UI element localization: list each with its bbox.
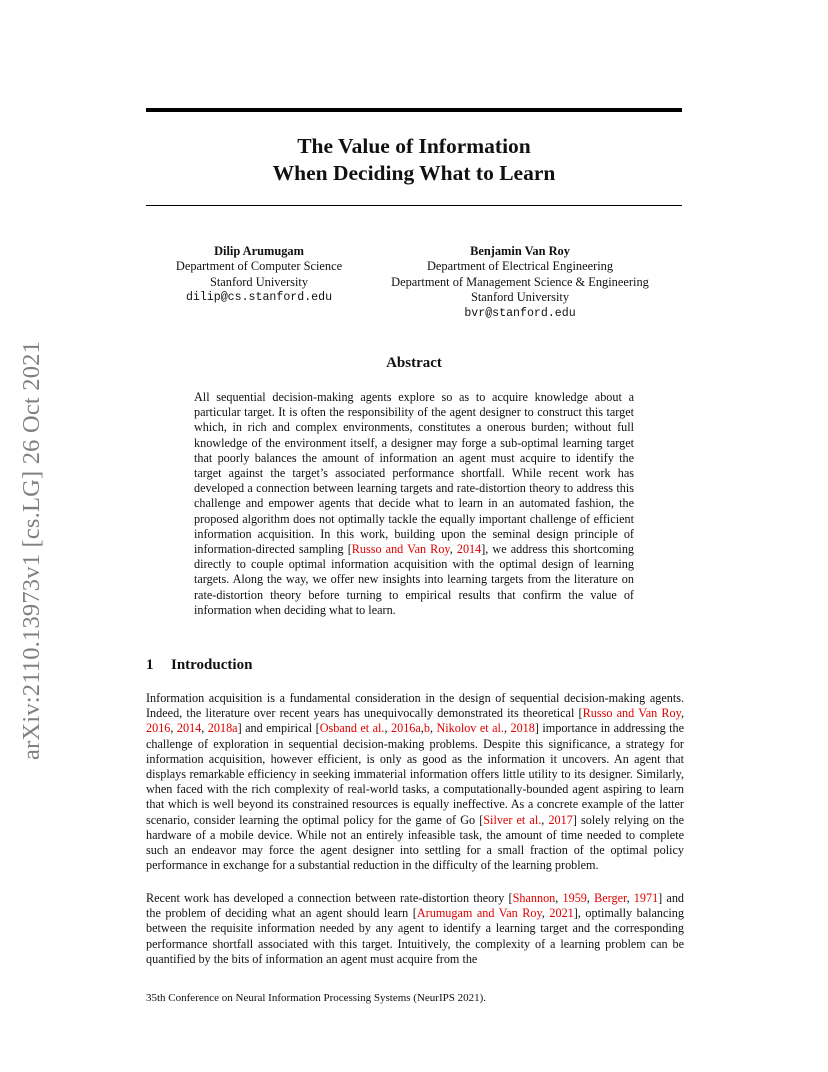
citation-link[interactable]: Russo and Van Roy: [351, 542, 450, 557]
citation-link[interactable]: 2014: [456, 542, 482, 557]
citation-link[interactable]: Russo and Van Roy: [582, 706, 681, 721]
author-affiliation: Department of Electrical Engineering: [426, 259, 614, 274]
citation-link[interactable]: Arumugam and Van Roy: [416, 906, 542, 921]
citation-link[interactable]: Silver et al.: [483, 812, 542, 827]
citation-link[interactable]: Shannon: [512, 891, 556, 905]
section-title: Introduction: [171, 657, 253, 673]
author-email: dilip@cs.stanford.edu: [185, 291, 333, 305]
author-affiliation: Stanford University: [470, 290, 570, 305]
paper-title: [146, 133, 682, 187]
citation-link[interactable]: 2016: [146, 721, 171, 736]
conference-footer: 35th Conference on Neural Information Processing Systems (NeurIPS 2021).: [146, 992, 487, 1004]
intro-paragraph-2: Recent work has developed a connection between rate-distortion theory [Shannon, 1959, Berger, 1971] and the problem of deciding what an agent should learn [Arumugam and Van Roy, 2021], optimally balancing between the requisite information needed by any agent to identify a learning target and the corresponding performance shortfall associated with this target. Intuitively, the complexity of a learning problem can be quantified by the bits of information an agent must acquire from the: [146, 891, 685, 966]
arxiv-stamp: arXiv:2110.13973v1 [cs.LG] 26 Oct 2021: [18, 340, 45, 760]
title-line-1: The Value of Information: [297, 134, 531, 158]
citation-link[interactable]: 2018a: [207, 721, 238, 736]
author-name: Dilip Arumugam: [214, 244, 304, 258]
title-top-rule: [146, 108, 682, 112]
abstract-heading: Abstract: [386, 355, 442, 371]
abstract-text: All sequential decision-making agents explore so as to acquire knowledge about a particular target. It is often the responsibility of the agent designer to construct this target which, in rich and complex environments, constitutes a onerous burden; without full knowledge of the environment itself, a designer may forge a sub-optimal learning target that poorly balances the amount of information an agent must acquire to identify the target against the target’s associated performance shortfall. While recent work has developed a connection between learning targets and rate-distortion theory to address this challenge and empower agents that decide what to learn in an automated fashion, the proposed algorithm does not optimally tackle the equally important challenge of efficient information acquisition. In this work, building upon the seminal design principle of information-directed sampling [Russo and Van Roy, 2014], we address this shortcoming directly to couple optimal information acquisition with the optimal design of learning targets. Along the way, we offer new insights into learning targets from the literature on rate-distortion theory before turning to empirical results that confirm the value of information when deciding what to learn.: [194, 390, 635, 617]
author-name: Benjamin Van Roy: [470, 244, 570, 258]
citation-link[interactable]: Berger: [594, 891, 627, 905]
author-affiliation: Stanford University: [209, 274, 309, 289]
author-block-2: [370, 244, 670, 321]
citation-link[interactable]: Nikolov et al.: [436, 721, 504, 736]
citation-link[interactable]: 2018: [510, 721, 535, 736]
intro-paragraph-1: Information acquisition is a fundamental consideration in the design of sequential decision-making agents. Indeed, the literature over recent years has unequivocally demonstrated its theoretical [Russo and Van Roy, 2016, 2014, 2018a] and empirical [Osband et al., 2016a,b, Nikolov et al., 2018] importance in addressing the challenge of exploration in sequential decision-making problems. Despite this significance, a strategy for information acquisition, however efficient, is only as good as the information it uncovers. An agent that displays remarkable efficiency in seeking immaterial information offers little utility to its designer. Similarly, when faced with the rich complexity of real-world tasks, a computationally-bounded agent aspiring to learn that which is well beyond its constrained resources is equally ineffective. As a concrete example of the latter scenario, consider learning the optimal policy for the game of Go [Silver et al., 2017] solely relying on the hardware of a mobile device. While not an entirely infeasible task, the amount of time needed to complete such an endeavor may force the agent designer into settling for a small fraction of the optimal policy performance in exchange for a substantial reduction in the difficulty of the learning problem.: [146, 691, 685, 873]
title-line-2: When Deciding What to Learn: [272, 161, 556, 185]
citation-link[interactable]: 2021: [549, 906, 574, 921]
citation-link[interactable]: 1971: [633, 891, 659, 905]
section-number: 1: [146, 657, 154, 673]
author-block-1: [160, 244, 358, 306]
citation-link[interactable]: 2016a: [391, 721, 421, 736]
title-bottom-rule: [146, 205, 682, 206]
citation-link[interactable]: 2017: [548, 812, 573, 827]
author-affiliation: Department of Computer Science: [175, 259, 343, 274]
citation-link[interactable]: 1959: [562, 891, 587, 905]
citation-link[interactable]: b: [423, 721, 430, 736]
section-heading-introduction: [146, 657, 252, 674]
citation-link[interactable]: Osband et al.: [319, 721, 385, 736]
author-email: bvr@stanford.edu: [464, 306, 576, 320]
author-affiliation: Department of Management Science & Engineering: [391, 274, 649, 289]
citation-link[interactable]: 2014: [176, 721, 202, 736]
